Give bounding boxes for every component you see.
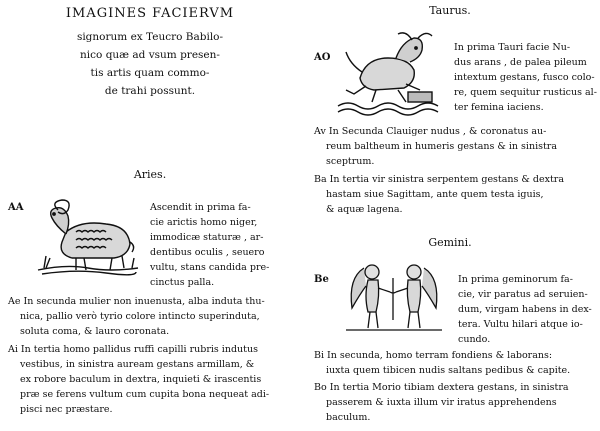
taurus-second-text [314,124,557,169]
text-line: nica, pallio verò tyrio colore intincto superinduta, [20,311,260,322]
right-column [300,0,600,431]
text-line: In prima Tauri facie Nu- [454,42,571,53]
text-line: dentibus oculis , seuero [150,247,265,258]
gemini-heading: Gemini. [428,236,472,249]
text-line: dus arans , de palea pileum [454,57,587,68]
text-line: ter femina iaciens. [454,102,544,113]
gemini-first-marker: Be [314,274,329,285]
text-line: re, quem sequitur rusticus al- [454,87,597,98]
text-line: Bi In secunda, homo terram fondiens & laborans: [314,350,553,361]
intro-line: tis artis quam commo- [90,67,210,79]
gemini-first-text [458,272,592,347]
ram-woodcut-image [36,198,140,278]
text-line: vestibus, in sinistra auream gestans armillam, & [20,359,255,370]
text-line: intextum gestans, fusco colo- [454,72,595,83]
intro-text [0,28,300,100]
text-line: iuxta quem tibicen nudis saltans pedibus & capite. [326,365,571,376]
page-title: IMAGINES FACIERVM [65,6,235,21]
text-line: cundo. [458,334,491,345]
text-line: Av In Secunda Clauiger nudus , & coronatus au- [314,126,547,137]
text-line: ex robore baculum in dextra, inquieti & irascentis [20,374,262,385]
intro-line: nico quæ ad vsum presen- [80,49,220,61]
aries-heading: Aries. [133,168,167,181]
text-line: hastam siue Sagittam, ante quem testa iguis, [326,189,544,200]
intro-line: signorum ex Teucro Babilo- [76,31,224,43]
text-line: & aquæ lagena. [326,204,403,215]
taurus-first-marker: AO [314,52,331,63]
text-line: cie, vir paratus ad seruien- [458,289,588,300]
text-line: reum baltheum in humeris gestans & in sinistra [326,141,558,152]
aries-first-marker: AA [8,202,24,213]
text-line: præ se ferens vultum cum cupita bona nequeat adi- [20,389,270,400]
text-line: Bo In tertia Morio tibiam dextera gestans, in sinistra [314,382,569,393]
aries-second-text [8,294,265,339]
taurus-third-text [314,172,564,217]
gemini-third-text [314,380,569,425]
aries-first-text [150,200,269,290]
text-line: vultu, stans candida pre- [150,262,270,273]
taurus-first-text [454,40,597,115]
gemini-second-text [314,348,570,378]
text-line: passerem & iuxta illum vir iratus apprehendens [326,397,557,408]
text-line: baculum. [326,412,371,423]
intro-line: de trahi possunt. [104,85,196,97]
bull-woodcut-image [336,28,440,116]
text-line: sceptrum. [326,156,375,167]
text-line: dum, virgam habens in dex- [458,304,592,315]
text-line: tera. Vultu hilari atque io- [458,319,583,330]
text-line: cie arictis homo niger, [150,217,258,228]
text-line: Ai In tertia homo pallidus ruffi capilli rubris indutus [8,344,258,355]
aries-third-text [8,342,269,417]
text-line: Ba In tertia vir sinistra serpentem gestans & dextra [314,174,564,185]
text-line: soluta coma, & lauro coronata. [20,326,170,337]
twins-icon [344,258,444,332]
ram-icon [36,198,140,278]
bull-icon [336,28,440,116]
text-line: In prima geminorum fa- [458,274,573,285]
taurus-heading: Taurus. [429,4,471,17]
text-line: pisci nec præstare. [20,404,113,415]
twins-woodcut-image [344,258,444,332]
text-line: immodicæ staturæ , ar- [150,232,264,243]
text-line: Ascendit in prima fa- [150,202,251,213]
text-line: cinctus palla. [150,277,215,288]
text-line: Ae In secunda mulier non inuenusta, alba induta thu- [8,296,265,307]
